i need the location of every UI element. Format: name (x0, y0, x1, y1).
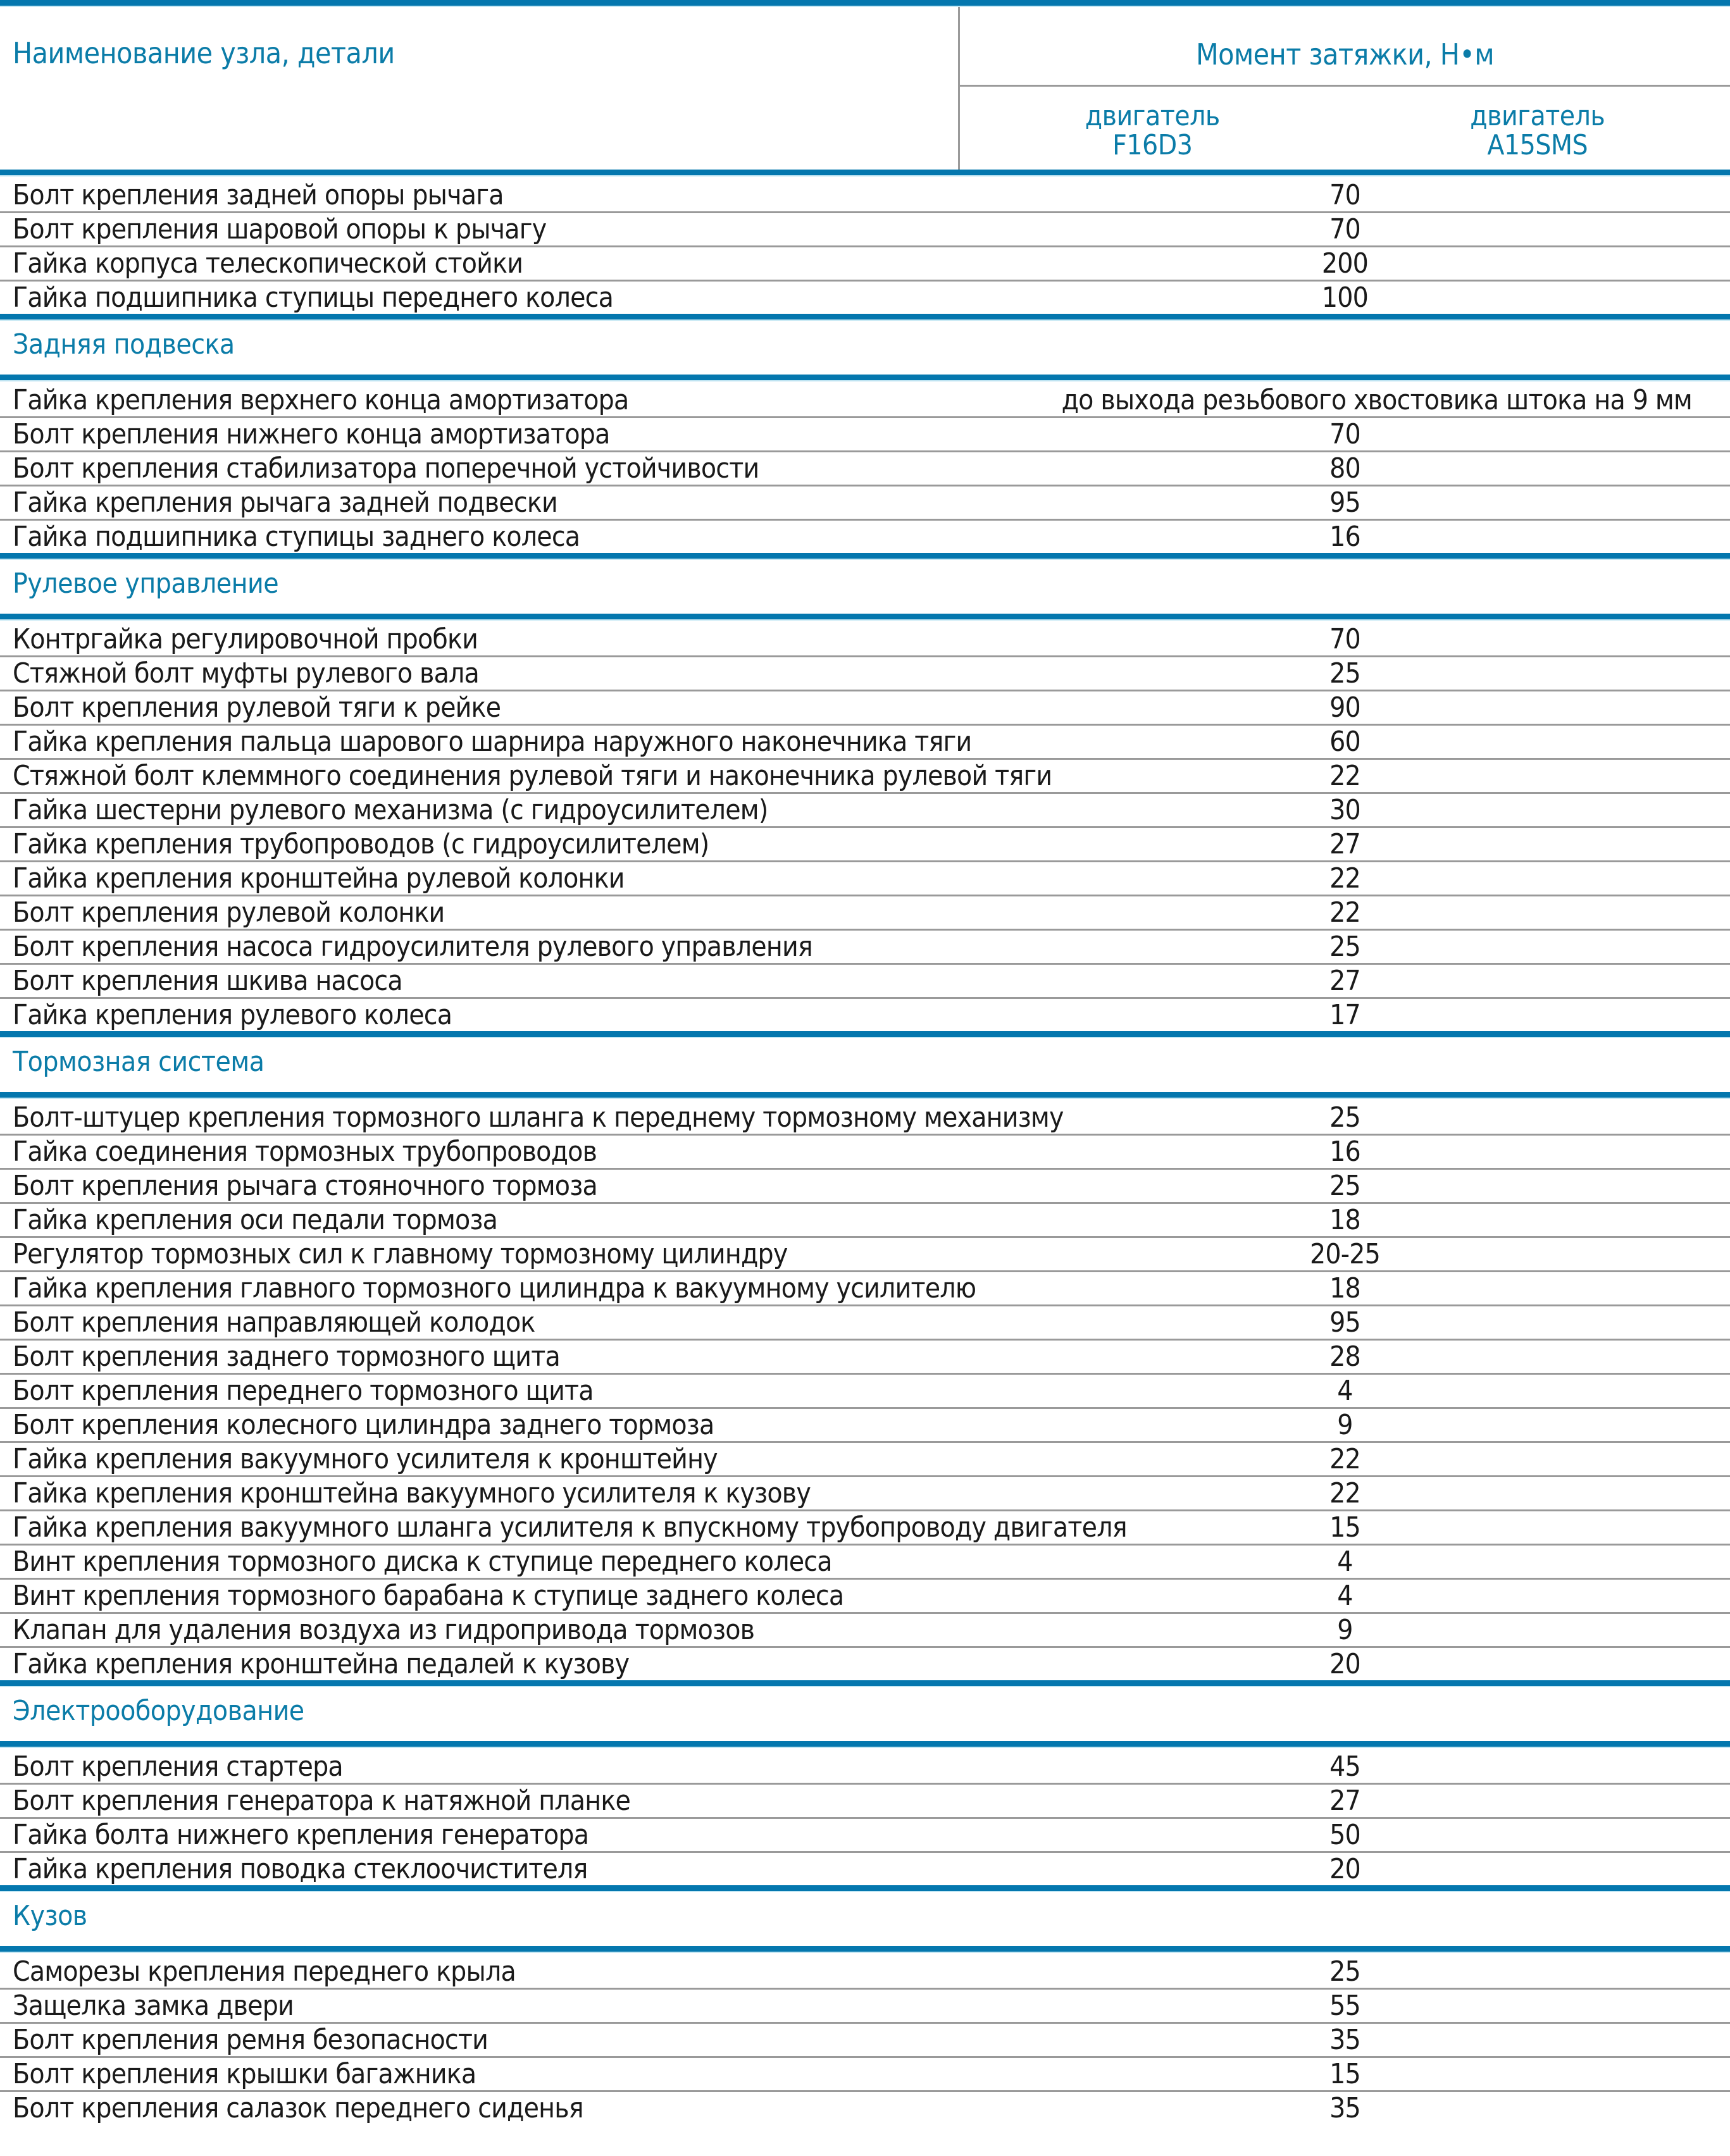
torque-value: 90 (1329, 691, 1360, 724)
part-name: Гайка крепления поводка стеклоочистителя (13, 1853, 588, 1885)
torque-value: 25 (1329, 1170, 1360, 1202)
torque-value: 15 (1329, 2058, 1360, 2090)
part-name: Болт крепления переднего тормозного щита (13, 1375, 594, 1407)
engine-headers (960, 87, 1730, 170)
part-name: Болт крепления рулевой тяги к рейке (13, 691, 501, 724)
table-row (0, 896, 1730, 931)
part-name: Регулятор тормозных сил к главному тормозному цилиндру (13, 1238, 788, 1270)
section-title: Задняя подвеска (13, 328, 235, 361)
table-row (0, 623, 1730, 657)
part-name: Болт-штуцер крепления тормозного шланга к переднему тормозному механизму (13, 1101, 1064, 1134)
torque-value: 25 (1329, 1101, 1360, 1134)
table-row (0, 1955, 1730, 1990)
torque-value: 4 (1337, 1580, 1353, 1612)
table-row (0, 1136, 1730, 1170)
table-row (0, 1306, 1730, 1341)
column-header-torque-group (960, 7, 1730, 170)
torque-value: 22 (1329, 760, 1360, 792)
part-name: Гайка крепления трубопроводов (с гидроусилителем) (13, 828, 709, 860)
table-row (0, 1409, 1730, 1443)
section-rows (0, 177, 1730, 314)
table-row (0, 1819, 1730, 1853)
section-rule (0, 1885, 1730, 1892)
torque-value: 45 (1329, 1750, 1360, 1783)
torque-value: 16 (1329, 1136, 1360, 1168)
section-title: Рулевое управление (13, 567, 279, 600)
torque-value: 50 (1329, 1819, 1360, 1851)
section-rule (0, 1092, 1730, 1099)
torque-value: 20 (1329, 1853, 1360, 1885)
table-row (0, 179, 1730, 213)
section-title: Кузов (13, 1900, 87, 1932)
torque-value: 27 (1329, 828, 1360, 860)
column-header-engine-a15sms (1345, 87, 1730, 170)
table-row (0, 1990, 1730, 2024)
table-row (0, 1614, 1730, 1648)
section-rule (0, 1946, 1730, 1953)
table-row (0, 1785, 1730, 1819)
part-name: Болт крепления заднего тормозного щита (13, 1341, 560, 1373)
torque-value: 70 (1329, 213, 1360, 245)
torque-value: 22 (1329, 862, 1360, 895)
section-rows (0, 621, 1730, 1031)
table-row (0, 1750, 1730, 1785)
table-row (0, 2024, 1730, 2058)
part-name: Болт крепления салазок переднего сиденья (13, 2092, 583, 2124)
part-name: Винт крепления тормозного диска к ступице переднего колеса (13, 1546, 832, 1578)
table-row (0, 760, 1730, 794)
table-row (0, 828, 1730, 862)
torque-value: 18 (1329, 1272, 1360, 1304)
torque-value: 4 (1337, 1546, 1353, 1578)
part-name: Болт крепления крышки багажника (13, 2058, 476, 2090)
table-row (0, 1170, 1730, 1204)
table-row (0, 2058, 1730, 2092)
table-row (0, 1648, 1730, 1680)
table-row (0, 1204, 1730, 1238)
section-rule (0, 375, 1730, 381)
table-row (0, 657, 1730, 691)
table-row (0, 1546, 1730, 1580)
torque-value: 27 (1329, 965, 1360, 997)
table-row (0, 1477, 1730, 1511)
part-name: Болт крепления генератора к натяжной планке (13, 1785, 631, 1817)
torque-value: 70 (1329, 179, 1360, 211)
torque-value: 4 (1337, 1375, 1353, 1407)
table-header (0, 7, 1730, 170)
table-row (0, 1101, 1730, 1136)
torque-value: 200 (1321, 247, 1369, 280)
table-row (0, 1272, 1730, 1306)
section-rule (0, 1031, 1730, 1038)
column-header-torque: Момент затяжки, Н•м (960, 7, 1730, 87)
torque-value: 100 (1321, 282, 1369, 314)
part-name: Болт крепления колесного цилиндра заднего тормоза (13, 1409, 714, 1441)
top-rule (0, 0, 1730, 7)
torque-value: 55 (1329, 1990, 1360, 2022)
part-name: Болт крепления стартера (13, 1750, 343, 1783)
part-name: Гайка крепления кронштейна вакуумного усилителя к кузову (13, 1477, 811, 1509)
part-name: Болт крепления нижнего конца амортизатора (13, 418, 610, 450)
table-row (0, 282, 1730, 314)
table-row (0, 213, 1730, 247)
part-name: Болт крепления шаровой опоры к рычагу (13, 213, 547, 245)
table-row (0, 1375, 1730, 1409)
part-name: Гайка подшипника ступицы заднего колеса (13, 521, 580, 553)
torque-value: 15 (1329, 1511, 1360, 1544)
table-row (0, 1853, 1730, 1885)
table-row (0, 2092, 1730, 2124)
torque-value: 18 (1329, 1204, 1360, 1236)
part-name: Винт крепления тормозного барабана к ступице заднего колеса (13, 1580, 844, 1612)
torque-value: до выхода резьбового хвостовика штока на 9 мм (1061, 384, 1692, 416)
torque-value: 35 (1329, 2024, 1360, 2056)
section-rule (0, 614, 1730, 621)
column-header-name: Наименование узла, детали (0, 7, 960, 170)
part-name: Болт крепления стабилизатора поперечной устойчивости (13, 452, 759, 485)
table-row (0, 452, 1730, 486)
table-row (0, 931, 1730, 965)
table-row (0, 521, 1730, 553)
table-row (0, 1341, 1730, 1375)
section-title: Тормозная система (13, 1046, 264, 1078)
part-name: Болт крепления рычага стояночного тормоза (13, 1170, 597, 1202)
torque-value: 9 (1337, 1409, 1353, 1441)
engine-label: двигатель (1470, 100, 1605, 132)
torque-value: 20-25 (1309, 1238, 1380, 1270)
part-name: Гайка крепления кронштейна рулевой колонки (13, 862, 625, 895)
torque-value: 70 (1329, 418, 1360, 450)
table-row (0, 1511, 1730, 1546)
table-row (0, 965, 1730, 999)
part-name: Защелка замка двери (13, 1990, 294, 2022)
table-row (0, 247, 1730, 282)
part-name: Гайка крепления главного тормозного цилиндра к вакуумному усилителю (13, 1272, 976, 1304)
table-row (0, 1443, 1730, 1477)
header-rule (0, 170, 1730, 177)
part-name: Стяжной болт муфты рулевого вала (13, 657, 480, 690)
part-name: Гайка шестерни рулевого механизма (с гидроусилителем) (13, 794, 768, 826)
table-row (0, 726, 1730, 760)
torque-value: 28 (1329, 1341, 1360, 1373)
table-row (0, 1580, 1730, 1614)
part-name: Стяжной болт клеммного соединения рулевой тяги и наконечника рулевой тяги (13, 760, 1052, 792)
part-name: Гайка соединения тормозных трубопроводов (13, 1136, 597, 1168)
engine-label: двигатель (1085, 100, 1220, 132)
torque-value: 27 (1329, 1785, 1360, 1817)
table-row (0, 486, 1730, 521)
part-name: Болт крепления рулевой колонки (13, 896, 445, 929)
part-name: Гайка крепления вакуумного шланга усилителя к впускному трубопроводу двигателя (13, 1511, 1127, 1544)
part-name: Болт крепления шкива насоса (13, 965, 402, 997)
section-rule (0, 314, 1730, 321)
table-row (0, 862, 1730, 896)
torque-value: 25 (1329, 1955, 1360, 1988)
torque-value: 25 (1329, 931, 1360, 963)
part-name: Гайка подшипника ступицы переднего колеса (13, 282, 614, 314)
torque-value: 95 (1329, 486, 1360, 519)
torque-value: 60 (1329, 726, 1360, 758)
torque-value: 17 (1329, 999, 1360, 1031)
section-title: Электрооборудование (13, 1695, 304, 1727)
section-rows (0, 1953, 1730, 2124)
torque-value: 22 (1329, 896, 1360, 929)
part-name: Гайка крепления вакуумного усилителя к кронштейну (13, 1443, 718, 1475)
part-name: Гайка корпуса телескопической стойки (13, 247, 523, 280)
torque-value: 35 (1329, 2092, 1360, 2124)
section-rule (0, 1680, 1730, 1687)
table-row (0, 691, 1730, 726)
column-header-engine-f16d3 (960, 87, 1345, 170)
part-name: Болт крепления задней опоры рычага (13, 179, 504, 211)
engine-code: A15SMS (1487, 129, 1588, 161)
part-name: Болт крепления ремня безопасности (13, 2024, 489, 2056)
torque-value: 80 (1329, 452, 1360, 485)
torque-value: 25 (1329, 657, 1360, 690)
torque-value: 16 (1329, 521, 1360, 553)
section-rule (0, 553, 1730, 560)
table-row (0, 999, 1730, 1031)
table-row (0, 418, 1730, 452)
section-rows (0, 1099, 1730, 1680)
table-body (0, 177, 1730, 2124)
table-row (0, 1238, 1730, 1272)
torque-value: 20 (1329, 1648, 1360, 1680)
part-name: Клапан для удаления воздуха из гидропривода тормозов (13, 1614, 755, 1646)
part-name: Гайка крепления оси педали тормоза (13, 1204, 498, 1236)
torque-value: 95 (1329, 1306, 1360, 1339)
part-name: Гайка крепления пальца шарового шарнира наружного наконечника тяги (13, 726, 972, 758)
part-name: Контргайка регулировочной пробки (13, 623, 478, 655)
part-name: Гайка крепления рулевого колеса (13, 999, 452, 1031)
torque-value: 9 (1337, 1614, 1353, 1646)
part-name: Саморезы крепления переднего крыла (13, 1955, 516, 1988)
torque-value: 22 (1329, 1443, 1360, 1475)
table-row (0, 384, 1730, 418)
section-rows (0, 381, 1730, 553)
part-name: Болт крепления насоса гидроусилителя рулевого управления (13, 931, 812, 963)
section-rule (0, 1741, 1730, 1748)
part-name: Гайка крепления кронштейна педалей к кузову (13, 1648, 630, 1680)
part-name: Гайка болта нижнего крепления генератора (13, 1819, 589, 1851)
torque-value: 70 (1329, 623, 1360, 655)
section-rows (0, 1748, 1730, 1885)
part-name: Гайка крепления верхнего конца амортизатора (13, 384, 629, 416)
torque-value: 30 (1329, 794, 1360, 826)
part-name: Гайка крепления рычага задней подвески (13, 486, 557, 519)
torque-value: 22 (1329, 1477, 1360, 1509)
engine-code: F16D3 (1112, 129, 1193, 161)
part-name: Болт крепления направляющей колодок (13, 1306, 535, 1339)
table-row (0, 794, 1730, 828)
